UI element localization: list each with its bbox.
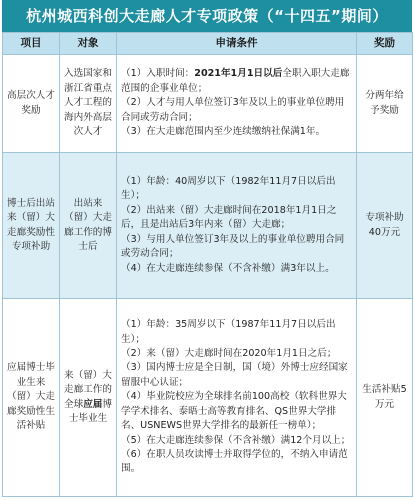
row-conditions [117,55,357,153]
row-target: 出站来（留）大走廊工作的博士后 [60,153,117,299]
condition-item: （3）国内博士应是全日制，国（境）外博士应经国家留服中心认证； [121,362,348,388]
condition-item: （5）在大走廊连续参保（不含补缴）满12个月以上； [121,434,351,446]
table-row [3,153,413,299]
condition-item: （2）出站来（留）大走廊时间在2018年1月1日之后，且是出站后3年内来（留）大走廊； [121,204,337,231]
row-target: 入选国家和浙江省重点人才工程的海内外高层次人才 [60,55,117,153]
header-conditions: 申请条件 [117,33,357,55]
row-reward: 生活补贴5万元 [357,299,413,497]
header-project: 项目 [3,33,60,55]
row-project: 博士后出站来（留）大走廊奖励性专项补助 [3,153,60,299]
condition-item: （4）毕业院校应为全球排名前100高校（软科世界大学学术排名、泰晤士高等教育排名、QS世界大学排名、USNEWS世界大学排名的最新任一榜单）； [121,391,347,432]
row-project: 应届博士毕业生来（留）大走廊奖励性生活补贴 [3,299,60,497]
condition-item: （2）来（留）大走廊时间在2020年1月1日之后； [121,348,337,360]
condition-item: （6）在职人员攻读博士并取得学位的，不纳入申请范围。 [121,448,348,475]
row-reward: 分两年给予奖励 [357,55,413,153]
row-target: 来（留）大走廊工作的全球应届博士毕业生 [60,299,117,497]
condition-item: （2）人才与用人单位签订3年及以上的事业单位聘用合同或劳动合同； [121,97,345,123]
table-header-row [3,33,413,55]
row-reward: 专项补助40万元 [357,153,413,299]
condition-item: （1）入职时间：2021年1月1日以后全职入职大走廊范围的企事业单位； [121,68,350,94]
row-conditions [117,153,357,299]
row-conditions [117,299,357,497]
table-row [3,55,413,153]
page-title: 杭州城西科创大走廊人才专项政策（“十四五”期间） [2,0,412,32]
condition-item: （4）在大走廊连续参保（不含补缴）满3年以上。 [121,262,335,274]
header-reward: 奖励 [357,33,413,55]
row-project: 高层次人才奖励 [3,55,60,153]
header-target: 对象 [60,33,117,55]
table-row [3,299,413,497]
policy-table [2,32,413,497]
condition-item: （1）年龄：35周岁以下（1987年11月7日以后出生）； [121,319,336,345]
condition-item: （3）与用人单位签订3年及以上的事业单位聘用合同或劳动合同； [121,233,345,260]
condition-item: （1）年龄：40周岁以下（1982年11月7日以后出生）； [121,176,336,202]
condition-item: （3）在大走廊范围内至少连续缴纳社保满1年。 [121,126,326,138]
